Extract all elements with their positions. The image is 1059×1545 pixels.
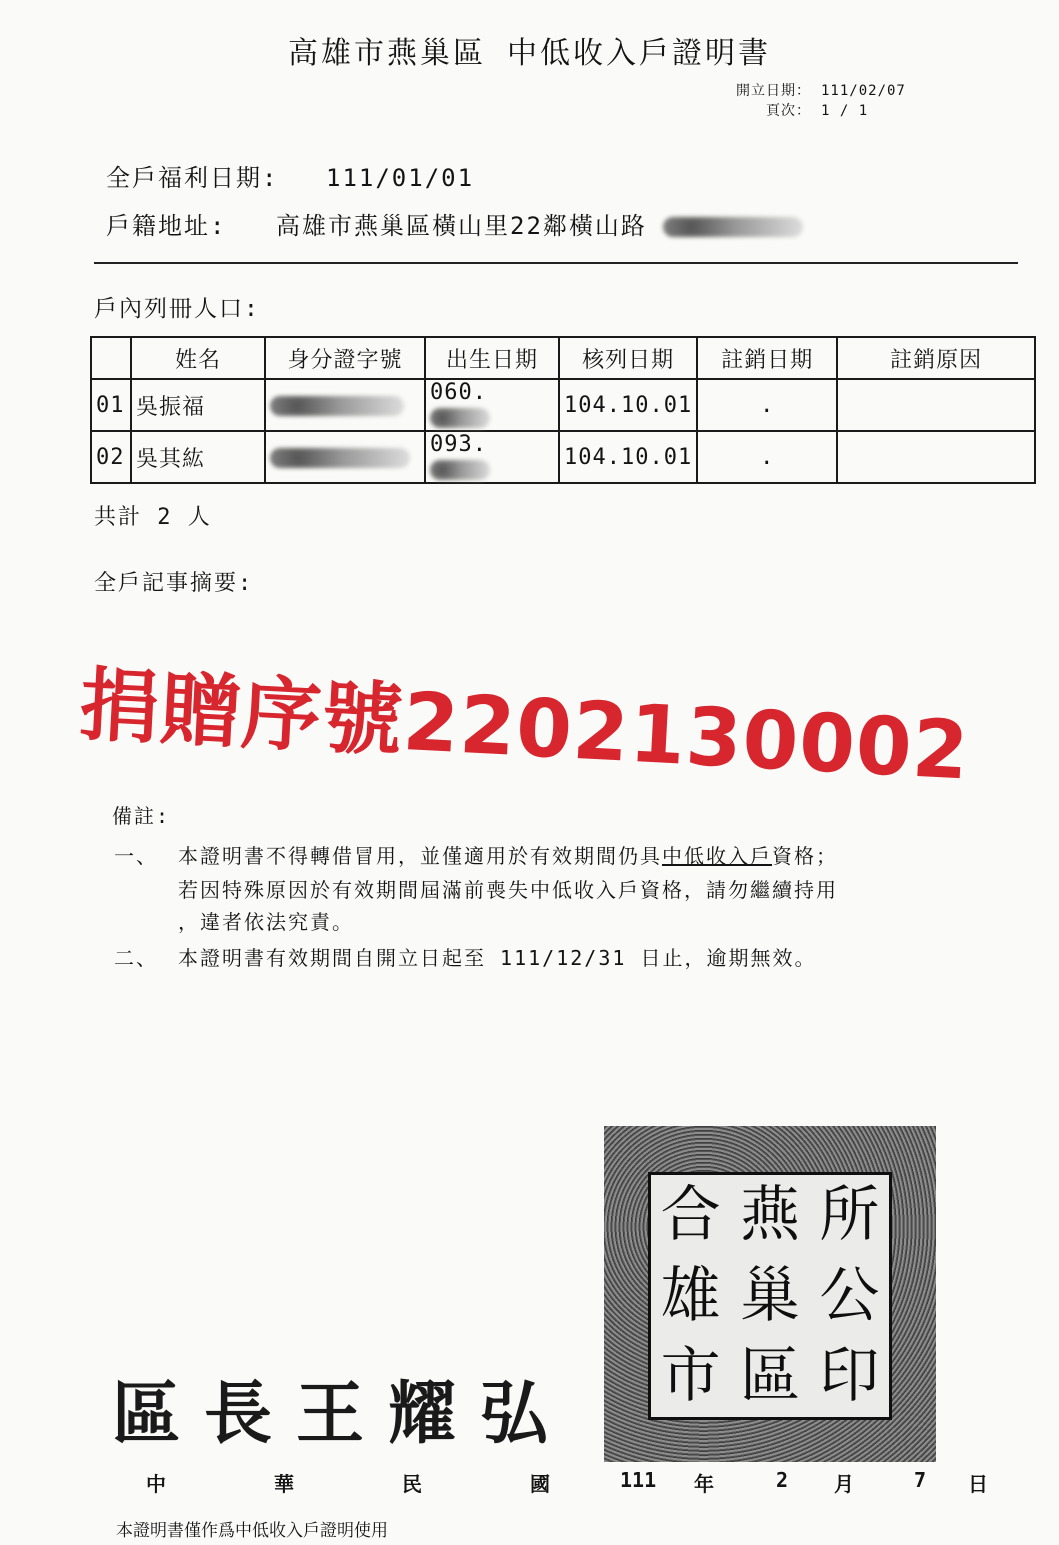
- row-no: 02: [91, 431, 131, 483]
- note-1-line-1-post: 資格；: [772, 844, 838, 868]
- seal-char: 市: [660, 1341, 721, 1412]
- header-divider: [94, 262, 1018, 264]
- seal-char: 所: [819, 1180, 880, 1250]
- seal-char: 區: [739, 1341, 800, 1412]
- page-row: [725, 100, 917, 120]
- seal-char: 雄: [660, 1260, 721, 1331]
- document-title: 高雄市燕巢區 中低收入戶證明書: [287, 36, 772, 71]
- row-cancel-reason: [837, 431, 1035, 483]
- row-id: [265, 379, 425, 431]
- row-name: 吳振福: [131, 379, 265, 431]
- date-char: 中: [146, 1472, 166, 1496]
- seal-char: 印: [819, 1341, 880, 1412]
- page-number: 1 / 1: [821, 103, 869, 119]
- row-approved: 104.10.01: [559, 379, 697, 431]
- row-cancel-reason: [837, 379, 1035, 431]
- seal-inner: [648, 1172, 892, 1420]
- table-row: [91, 379, 1035, 431]
- welfare-date: 111/01/01: [326, 164, 475, 192]
- table-header-row: [91, 337, 1035, 379]
- birth-redaction: [430, 408, 490, 428]
- notes-title: 備註:: [112, 804, 171, 828]
- row-cancel-date: .: [697, 431, 837, 483]
- note-2-number: 二、: [114, 946, 158, 970]
- table-row: [91, 431, 1035, 483]
- address-label: 戶籍地址:: [106, 212, 227, 240]
- col-cancel-date: 註銷日期: [697, 337, 837, 379]
- col-birth: 出生日期: [425, 337, 559, 379]
- page-label: 頁次：: [766, 103, 811, 119]
- chief-signature: 區長王耀弘: [112, 1374, 573, 1454]
- donation-serial-overlay: 捐贈序號2202130002: [77, 658, 972, 798]
- row-id: [265, 431, 425, 483]
- seal-char: 合: [660, 1180, 721, 1250]
- note-1-line-1-pre: 本證明書不得轉借冒用，並僅適用於有效期間仍具: [178, 844, 662, 868]
- issue-date-label: 開立日期：: [736, 83, 811, 99]
- seal-char: 燕: [739, 1180, 800, 1250]
- note-1-line-2: 若因特殊原因於有效期間屆滿前喪失中低收入戶資格，請勿繼續持用: [178, 878, 838, 902]
- date-char: 華: [274, 1472, 294, 1496]
- col-cancel-reason: 註銷原因: [837, 337, 1035, 379]
- address: 高雄市燕巢區橫山里22鄰橫山路: [276, 212, 647, 240]
- issue-date: 111/02/07: [821, 83, 906, 99]
- birth-redaction: [430, 460, 490, 480]
- welfare-date-label: 全戶福利日期:: [106, 164, 279, 192]
- date-char: 月: [834, 1472, 854, 1496]
- footer-note: 本證明書僅作爲中低收入戶證明使用: [116, 1521, 388, 1541]
- row-approved: 104.10.01: [559, 431, 697, 483]
- members-table: [90, 336, 1036, 484]
- date-char: 民: [402, 1472, 422, 1496]
- note-1-underlined: 中低收入戶: [662, 844, 772, 868]
- col-name: 姓名: [131, 337, 265, 379]
- issue-date-row: [725, 80, 917, 100]
- note-1-number: 一、: [114, 844, 158, 868]
- date-char: 年: [694, 1472, 714, 1496]
- date-day: 7: [914, 1468, 927, 1492]
- members-section-title: 戶內列冊人口:: [94, 296, 260, 322]
- official-seal: [604, 1126, 936, 1462]
- address-redaction: [663, 217, 803, 237]
- id-redaction: [270, 396, 404, 416]
- row-cancel-date: .: [697, 379, 837, 431]
- col-id: 身分證字號: [265, 337, 425, 379]
- col-approved: 核列日期: [559, 337, 697, 379]
- seal-char: 巢: [739, 1260, 800, 1331]
- row-birth: [425, 431, 559, 483]
- birth-visible: 093.: [430, 432, 487, 457]
- id-redaction: [270, 448, 410, 468]
- birth-visible: 060.: [430, 380, 487, 405]
- date-year: 111: [620, 1468, 657, 1492]
- col-no: [91, 337, 131, 379]
- summary-title: 全戶記事摘要:: [94, 571, 254, 596]
- row-no: 01: [91, 379, 131, 431]
- address-row: [106, 206, 803, 241]
- note-1-line-1: [178, 840, 838, 869]
- date-char: 日: [968, 1472, 988, 1496]
- note-2-text: 本證明書有效期間自開立日起至 111/12/31 日止，逾期無效。: [178, 946, 817, 970]
- welfare-date-row: [106, 158, 474, 193]
- date-char: 國: [530, 1472, 550, 1496]
- row-name: 吳其紘: [131, 431, 265, 483]
- seal-char: 公: [819, 1260, 880, 1331]
- note-1-line-3: ，違者依法究責。: [178, 910, 354, 934]
- date-month: 2: [776, 1468, 789, 1492]
- members-total: 共計 2 人: [94, 505, 212, 530]
- row-birth: [425, 379, 559, 431]
